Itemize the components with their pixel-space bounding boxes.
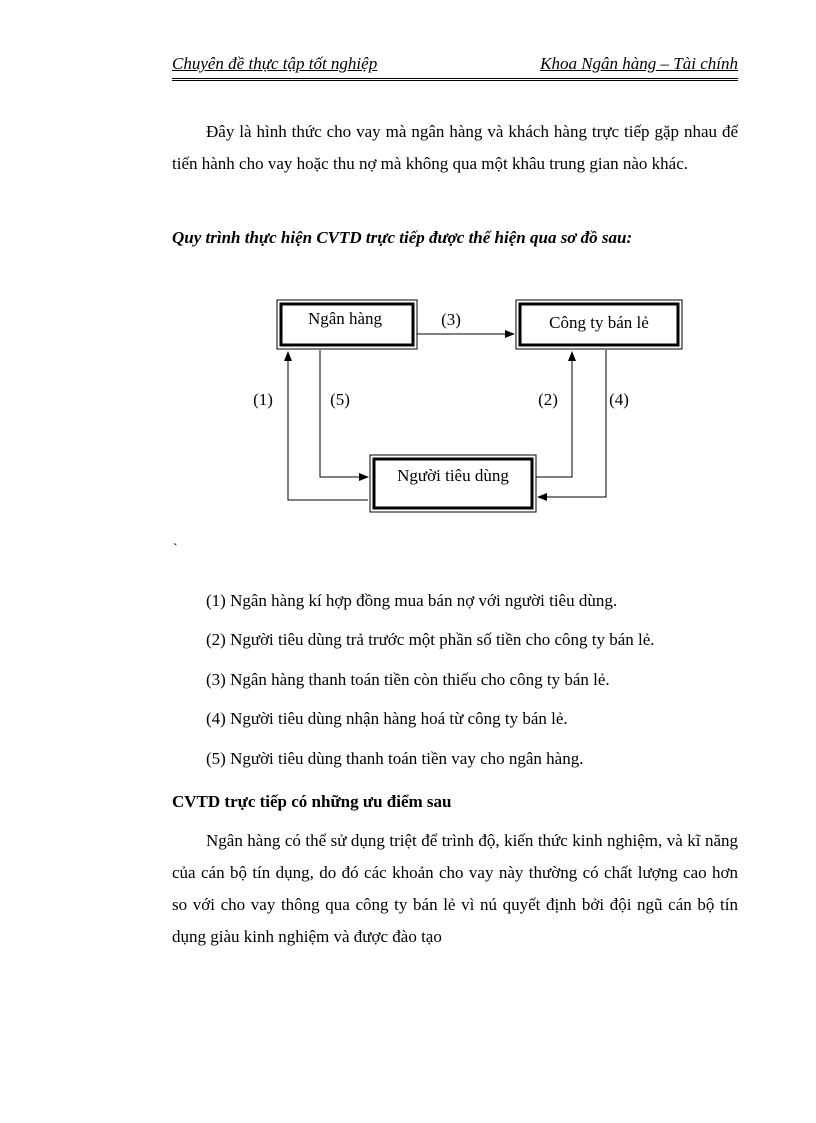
consumer-box — [370, 455, 536, 512]
diagram-caption: Quy trình thực hiện CVTD trực tiếp được thể hiện qua sơ đồ sau: — [172, 228, 633, 247]
step-1: (1) Ngân hàng kí hợp đồng mua bán nợ với người tiêu dùng. — [206, 591, 618, 610]
step-4: (4) Người tiêu dùng nhận hàng hoá từ công ty bán lẻ. — [206, 709, 568, 728]
label-2: (2) — [538, 390, 558, 409]
arrow-5 — [320, 350, 368, 477]
intro-paragraph: Đây là hình thức cho vay mà ngân hàng và khách hàng trực tiếp gặp nhau để tiến hành cho vay hoặc thu nợ mà không qua một khâu trung gian nào khác. — [172, 122, 738, 173]
retailer-box — [516, 300, 682, 349]
retailer-label: Công ty bán lẻ — [549, 313, 649, 332]
step-3: (3) Ngân hàng thanh toán tiền còn thiếu cho công ty bán lẻ. — [206, 670, 610, 689]
label-3: (3) — [441, 310, 461, 329]
advantages-heading: CVTD trực tiếp có những ưu điểm sau — [172, 792, 452, 811]
label-1: (1) — [253, 390, 273, 409]
header-left-title: Chuyên đề thực tập tốt nghiệp — [172, 54, 378, 73]
bank-box — [277, 300, 417, 349]
advantages-paragraph: Ngân hàng có thể sử dụng triệt để trình độ, kiến thức kinh nghiệm, và kĩ năng của cán bộ tín dụng, do đó các khoản cho vay này thường có chất lượng cao hơn so với cho vay thông qua công ty bán lẻ vì nú quyết định bởi đội ngũ cán bộ tín dụng giàu kinh nghiệm và được đào tạo — [172, 831, 738, 946]
bank-label: Ngân hàng — [307, 309, 383, 328]
stray-mark: ` — [173, 542, 178, 557]
step-2: (2) Người tiêu dùng trả trước một phần số tiền cho công ty bán lẻ. — [206, 630, 655, 649]
arrow-2 — [536, 352, 572, 477]
label-5: (5) — [330, 390, 350, 409]
arrow-1 — [288, 352, 368, 500]
flow-diagram — [0, 0, 816, 560]
header-right-title: Khoa Ngân hàng – Tài chính — [540, 54, 738, 73]
step-5: (5) Người tiêu dùng thanh toán tiền vay cho ngân hàng. — [206, 749, 584, 768]
consumer-label: Người tiêu dùng — [397, 466, 509, 485]
label-4: (4) — [609, 390, 629, 409]
